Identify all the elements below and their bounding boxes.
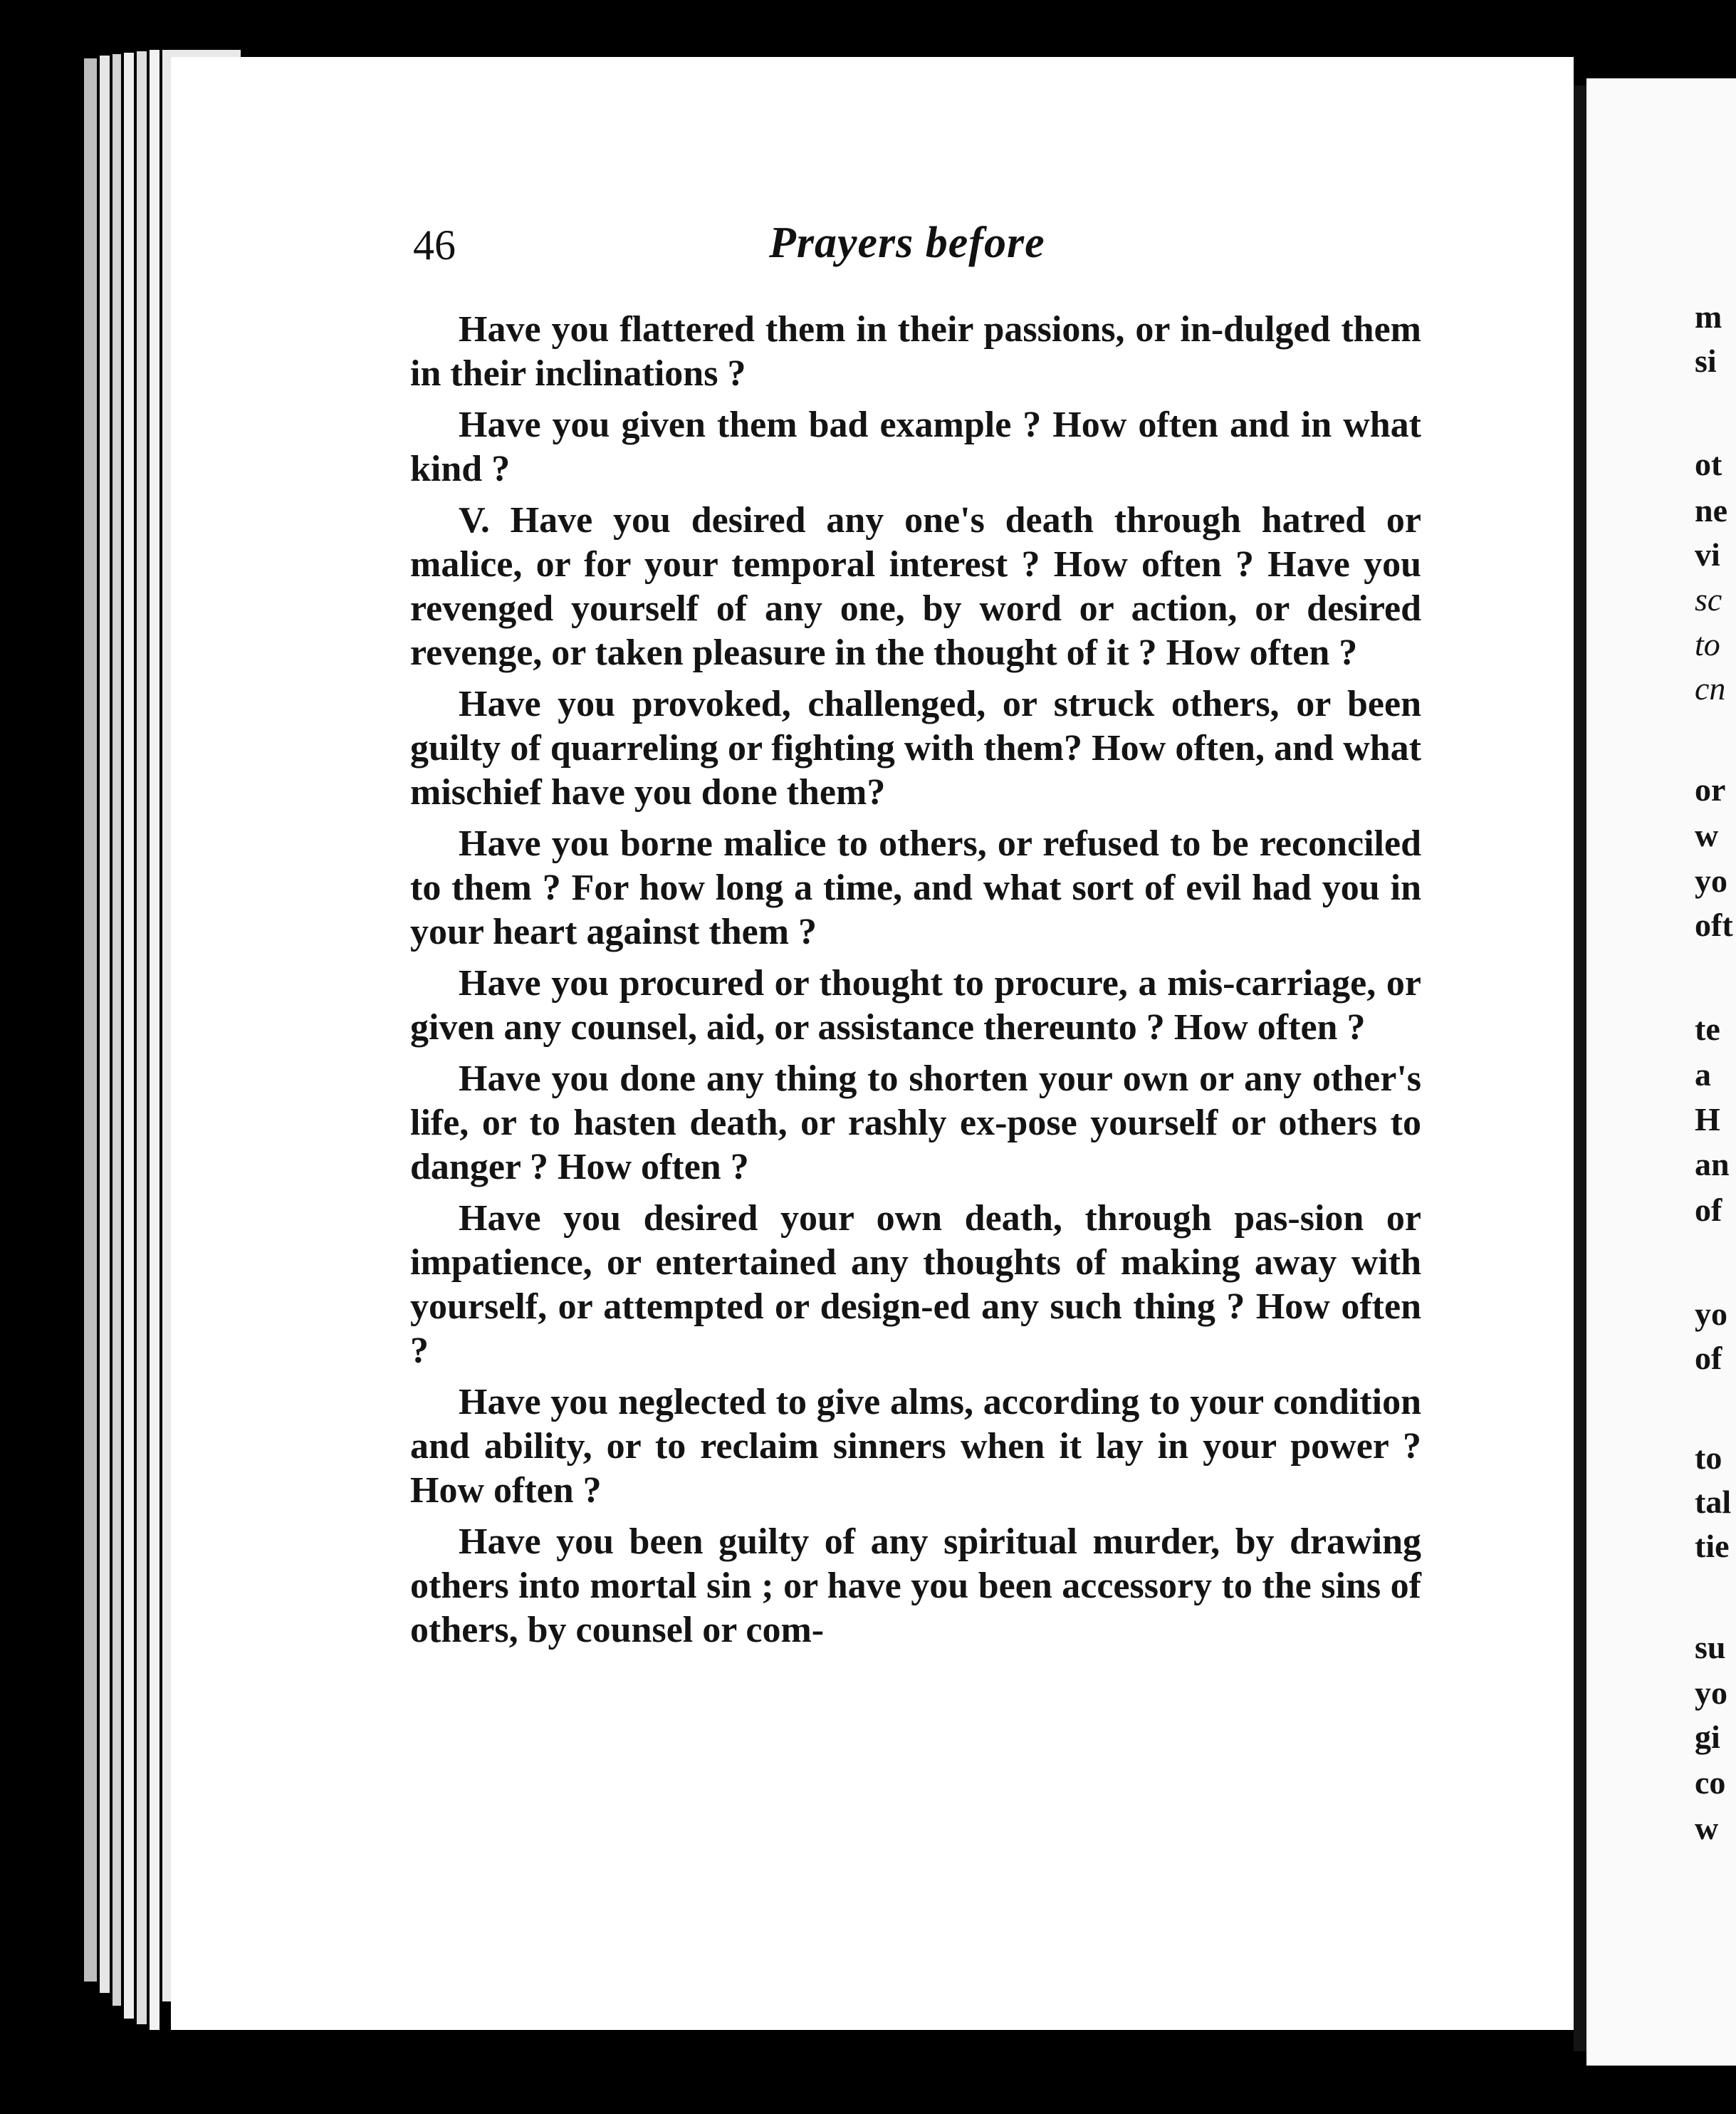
- page-number: 46: [413, 222, 456, 269]
- page-edge: [84, 58, 97, 1982]
- right-fragment: ne: [1695, 492, 1727, 528]
- page-edge: [137, 51, 147, 2024]
- paragraph: Have you procured or thought to procure, a mis-carriage, or given any counsel, aid, or assistance thereunto ? How often ?: [410, 963, 1421, 1048]
- paragraph: Have you given them bad example ? How often and in what kind ?: [410, 405, 1421, 489]
- right-fragment: te: [1695, 1011, 1720, 1047]
- right-fragment: cn: [1695, 670, 1726, 707]
- right-fragment: yo: [1695, 1296, 1727, 1332]
- right-fragment: w: [1695, 1810, 1719, 1846]
- right-fragment: si: [1695, 343, 1717, 379]
- paragraph: Have you borne malice to others, or refused to be reconciled to them ? For how long a time, and what sort of evil had you in your heart against them ?: [410, 823, 1421, 952]
- paragraph: Have you neglected to give alms, according to your condition and ability, or to reclaim sinners when it lay in your power ? How often ?: [410, 1382, 1421, 1511]
- right-fragment: w: [1695, 817, 1719, 853]
- page-edge: [113, 54, 121, 2006]
- right-fragment: of: [1695, 1340, 1722, 1376]
- right-fragment: co: [1695, 1764, 1726, 1801]
- right-fragment: yo: [1695, 863, 1727, 899]
- page-header: [413, 214, 1424, 271]
- page-edge: [100, 56, 110, 1993]
- body-text: [410, 308, 1421, 1660]
- right-fragment: sc: [1695, 581, 1722, 618]
- right-fragment: to: [1695, 626, 1720, 662]
- right-fragment: tie: [1695, 1528, 1730, 1564]
- right-fragment: or: [1695, 771, 1726, 808]
- right-fragment: oft: [1695, 907, 1733, 943]
- page-edge: [150, 50, 160, 2030]
- right-fragment: to: [1695, 1439, 1722, 1476]
- right-fragment: m: [1695, 298, 1722, 335]
- right-fragment: an: [1695, 1146, 1730, 1182]
- book-gutter: [1574, 85, 1586, 2051]
- right-fragment: vi: [1695, 536, 1720, 573]
- right-fragment: tal: [1695, 1484, 1732, 1520]
- paragraph: Have you provoked, challenged, or struck others, or been guilty of quarreling or fighting with them? How often, and what mischief have you done them?: [410, 684, 1421, 813]
- paragraph: Have you desired your own death, through pas-sion or impatience, or entertained any thoughts of making away with yourself, or attempted or design-ed any such thing ? How often ?: [410, 1198, 1421, 1371]
- page-edge: [124, 53, 134, 2019]
- paragraph: Have you been guilty of any spiritual murder, by drawing others into mortal sin ; or have you been accessory to the sins of others, by counsel or com-: [410, 1521, 1421, 1650]
- paragraph: V. Have you desired any one's death through hatred or malice, or for your temporal interest ? How often ? Have you revenged yourself of any one, by word or action, or desired revenge, or taken pleasure in the thought of it ? How often ?: [410, 500, 1421, 673]
- right-fragment: ot: [1695, 446, 1722, 482]
- right-fragment: of: [1695, 1192, 1722, 1228]
- right-fragment: a: [1695, 1056, 1711, 1093]
- paragraph: Have you flattered them in their passions, or in-dulged them in their inclinations ?: [410, 309, 1421, 394]
- right-fragment: su: [1695, 1629, 1726, 1665]
- running-title: Prayers before: [769, 219, 1045, 267]
- right-fragment: gi: [1695, 1719, 1720, 1755]
- right-fragment: yo: [1695, 1675, 1727, 1711]
- right-page-fragments: [1695, 0, 1736, 2114]
- right-fragment: H: [1695, 1101, 1720, 1137]
- paragraph: Have you done any thing to shorten your own or any other's life, or to hasten death, or rashly ex-pose yourself or others to danger ? How often ?: [410, 1058, 1421, 1187]
